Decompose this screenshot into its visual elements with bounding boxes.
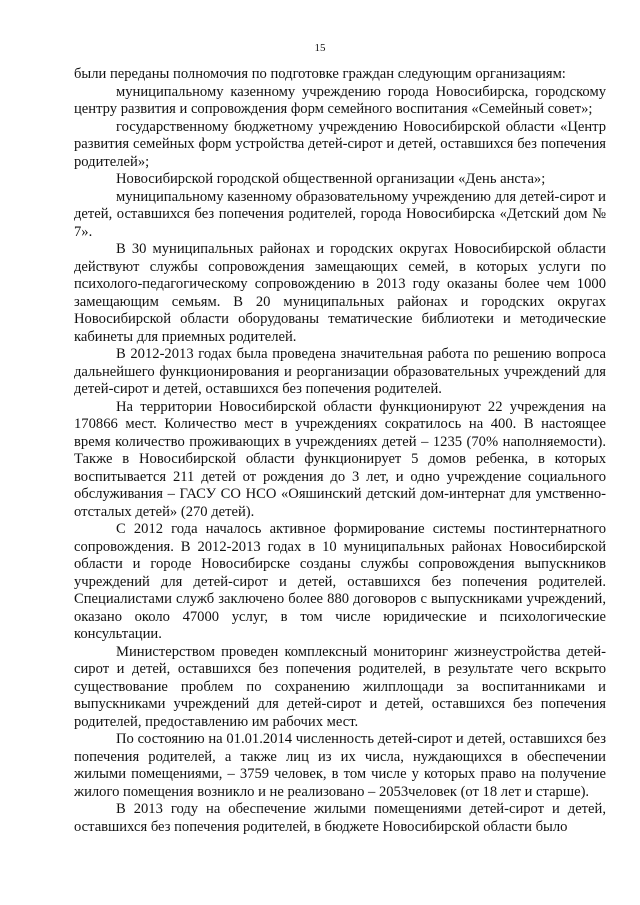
paragraph-continuation: были переданы полномочия по подготовке граждан следующим организациям: [74,66,566,82]
paragraph-list-item-family-council: муниципальному казенному учреждению города Новосибирска, городскому центру развития и сопровождения форм семейного воспитания «Семейный совет»; [74,83,606,117]
paragraph-list-item-state-center: государственному бюджетному учреждению Новосибирской области «Центр развития семейных форм устройства детей-сирот и детей, оставшихся без попечения родителей»; [74,118,606,170]
paragraph-housing-statistics: По состоянию на 01.01.2014 численность детей-сирот и детей, оставшихся без попечения родителей, а также лиц из их числа, нуждающихся в обеспечении жилыми помещениями, – 3759 человек, в том числе у которых право на получение жилого помещения возникло и не реализовано – 2053человек (от 18 лет и старше). [74,731,606,800]
paragraph-reorganization: В 2012-2013 годах была проведена значительная работа по решению вопроса дальнейшего функционирования и реорганизации образовательных учреждений для детей-сирот и детей, оставшихся без попечения родителей. [74,346,606,397]
paragraph-institutions-count: На территории Новосибирской области функционируют 22 учреждения на 170866 мест. Количество мест в учреждениях сократилось на 400. В настоящее время количество проживающих в учреждениях детей – 1235 (70% наполняемости). Также в Новосибирской области функционирует 5 домов ребенка, в которых воспитывается 211 детей от рождения до 3 лет, и одно учреждение социального обслуживания – ГАСУ СО НСО «Ояшинский детский дом-интернат для умственно-отсталых детей» (270 детей). [74,398,606,520]
paragraph-support-services: В 30 муниципальных районах и городских округах Новосибирской области действуют службы сопровождения замещающих семей, в которых услуги по психолого-педагогическому сопровождению в 2013 году оказаны более чем 1000 замещающим семьям. В 20 муниципальных районах и городских округах Новосибирской области оборудованы тематические библиотеки и методические кабинеты для приемных родителей. [74,241,606,345]
paragraph-monitoring: Министерством проведен комплексный мониторинг жизнеустройства детей-сирот и детей, оставшихся без попечения родителей, в результате чего вскрыто существование проблем по сохранению жилплощади за воспитанниками и выпускниками учреждений для детей-сирот и детей, оставшихся без попечения родителей, предоставлению им рабочих мест. [74,643,606,730]
page-number: 15 [314,42,326,54]
paragraph-list-item-public-organization: Новосибирской городской общественной организации «День анста»; [116,171,546,187]
paragraph-housing-budget: В 2013 году на обеспечение жилыми помещениями детей-сирот и детей, оставшихся без попечения родителей, в бюджете Новосибирской области было [74,801,606,835]
paragraph-list-item-orphanage-7: муниципальному казенному образовательному учреждению для детей-сирот и детей, оставшихся без попечения родителей, города Новосибирска «Детский дом № 7». [74,188,606,240]
paragraph-post-institutional-support: С 2012 года началось активное формирование системы постинтернатного сопровождения. В 2012-2013 годах в 10 муниципальных районах Новосибирской области и городе Новосибирске созданы службы сопровождения выпускников учреждений для детей-сирот и детей, оставшихся без попечения родителей. Специалистами служб заключено более 880 договоров с выпускниками учреждений, оказано около 47000 услуг, в том числе юридические и психологические консультации. [74,521,606,642]
document-body [74,66,606,836]
